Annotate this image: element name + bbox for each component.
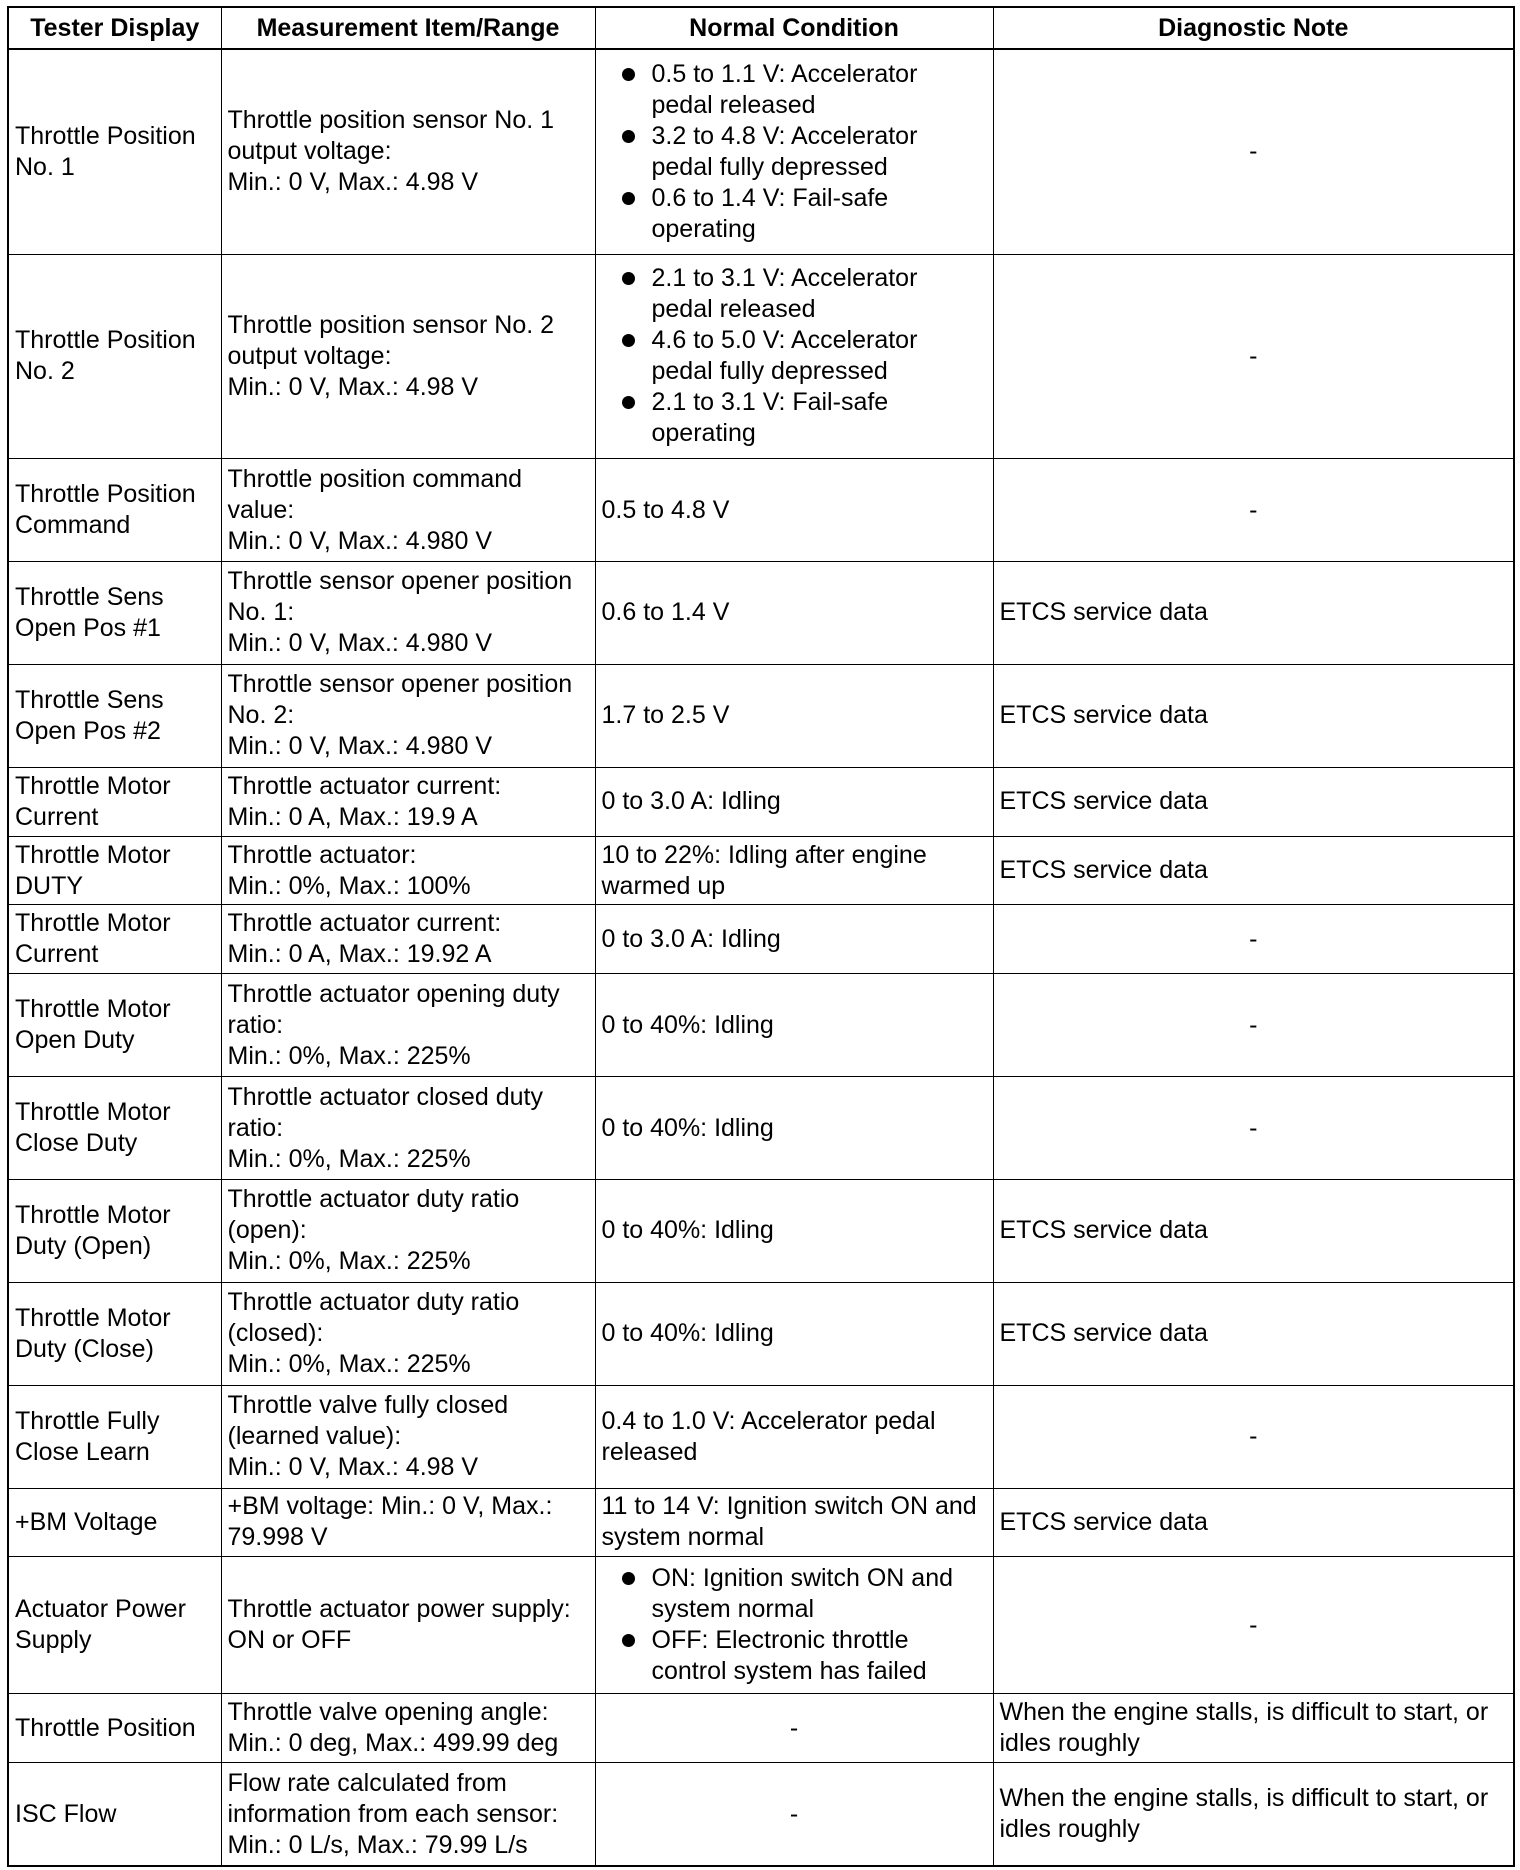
cell-line: Duty (Open): [15, 1231, 152, 1260]
cell-line: Current: [15, 802, 99, 831]
cell-measurement-item: [221, 664, 595, 767]
cell-normal-condition: [595, 562, 993, 665]
condition-bullet-list: [602, 59, 987, 245]
cell-normal-condition: [595, 459, 993, 562]
cell-line: Min.: 0%, Max.: 225%: [227, 1350, 471, 1379]
cell-line: ON or OFF: [227, 1626, 352, 1655]
cell-line: Command: [15, 511, 131, 540]
cell-line: Throttle actuator current:: [227, 909, 502, 938]
cell-line: (closed):: [227, 1319, 324, 1348]
cell-measurement-item: [221, 1385, 595, 1488]
cell-line: Throttle Motor: [15, 1098, 171, 1127]
cell-line: ETCS service data: [999, 701, 1208, 730]
table-row: [8, 767, 1514, 836]
cell-line: 3.2 to 4.8 V: Accelerator: [651, 121, 918, 150]
table-row: [8, 836, 1514, 905]
cell-line: Min.: 0 V, Max.: 4.980 V: [227, 526, 492, 555]
cell-line: 0 to 40%: Idling: [601, 1319, 774, 1348]
condition-bullet-list: [602, 1563, 987, 1687]
cell-line: operating: [651, 214, 756, 243]
cell-normal-condition: [595, 1282, 993, 1385]
cell-normal-condition: [595, 664, 993, 767]
cell-measurement-item: [221, 562, 595, 665]
cell-line: Throttle Motor: [15, 1200, 171, 1229]
cell-diagnostic-note: [993, 974, 1514, 1077]
header-tester-display: Tester Display: [8, 7, 221, 49]
cell-measurement-item: [221, 767, 595, 836]
cell-tester-display: [8, 459, 221, 562]
cell-line: Throttle Motor: [15, 1303, 171, 1332]
cell-normal-condition: [595, 1763, 993, 1866]
cell-measurement-item: [221, 49, 595, 254]
cell-diagnostic-note: [993, 1385, 1514, 1488]
cell-line: 4.6 to 5.0 V: Accelerator: [651, 326, 918, 355]
cell-line: Throttle sensor opener position: [227, 567, 573, 596]
condition-bullet-item: [622, 1625, 987, 1687]
cell-measurement-item: [221, 254, 595, 459]
cell-diagnostic-note: [993, 254, 1514, 459]
cell-line: 0.4 to 1.0 V: Accelerator pedal: [601, 1406, 936, 1435]
cell-line: 0.6 to 1.4 V: Fail-safe: [651, 183, 889, 212]
condition-bullet-item: [622, 121, 987, 183]
cell-line: OFF: Electronic throttle: [651, 1626, 909, 1655]
cell-line: (open):: [227, 1216, 307, 1245]
table-row: [8, 1282, 1514, 1385]
cell-line: 0.5 to 4.8 V: [601, 495, 730, 524]
cell-line: 0 to 40%: Idling: [601, 1113, 774, 1142]
table-row: [8, 1180, 1514, 1283]
cell-line: -: [789, 1713, 799, 1742]
cell-line: -: [1249, 137, 1258, 166]
cell-line: Min.: 0 V, Max.: 4.98 V: [227, 168, 479, 197]
cell-line: 2.1 to 3.1 V: Accelerator: [651, 264, 918, 293]
cell-line: ETCS service data: [999, 856, 1208, 885]
cell-line: 0.5 to 1.1 V: Accelerator: [651, 59, 918, 88]
cell-line: No. 2: [15, 357, 75, 386]
cell-line: pedal fully depressed: [651, 357, 888, 386]
cell-line: Open Duty: [15, 1026, 135, 1055]
table-row: [8, 1694, 1514, 1763]
cell-line: -: [1249, 1422, 1258, 1451]
cell-line: operating: [651, 419, 756, 448]
cell-line: Throttle actuator duty ratio: [227, 1185, 520, 1214]
cell-line: Throttle Position: [15, 121, 196, 150]
cell-line: Throttle Motor: [15, 840, 171, 869]
cell-line: -: [1249, 1010, 1258, 1039]
cell-tester-display: [8, 49, 221, 254]
cell-line: Min.: 0 V, Max.: 4.98 V: [227, 372, 479, 401]
cell-tester-display: [8, 1557, 221, 1694]
cell-line: Min.: 0%, Max.: 225%: [227, 1247, 471, 1276]
cell-line: Throttle Sens: [15, 582, 164, 611]
table-row: [8, 254, 1514, 459]
cell-line: idles roughly: [999, 1729, 1140, 1758]
cell-measurement-item: [221, 1077, 595, 1180]
cell-tester-display: [8, 905, 221, 974]
cell-tester-display: [8, 1282, 221, 1385]
cell-normal-condition: [595, 254, 993, 459]
cell-line: Throttle actuator duty ratio: [227, 1288, 520, 1317]
cell-line: information from each sensor:: [227, 1799, 559, 1828]
cell-line: Throttle position command: [227, 464, 523, 493]
cell-line: Throttle Motor: [15, 771, 171, 800]
cell-diagnostic-note: [993, 459, 1514, 562]
cell-line: released: [601, 1437, 698, 1466]
cell-line: ISC Flow: [15, 1799, 117, 1828]
cell-line: 2.1 to 3.1 V: Fail-safe: [651, 388, 889, 417]
cell-line: Close Learn: [15, 1437, 150, 1466]
cell-normal-condition: [595, 905, 993, 974]
cell-diagnostic-note: [993, 1180, 1514, 1283]
cell-line: 79.998 V: [227, 1523, 328, 1552]
cell-line: ETCS service data: [999, 1319, 1208, 1348]
cell-normal-condition: [595, 836, 993, 905]
condition-bullet-item: [622, 183, 987, 245]
cell-measurement-item: [221, 1763, 595, 1866]
cell-measurement-item: [221, 459, 595, 562]
cell-line: Throttle actuator power supply:: [227, 1595, 571, 1624]
cell-line: Min.: 0 deg, Max.: 499.99 deg: [227, 1729, 559, 1758]
cell-line: Open Pos #2: [15, 716, 161, 745]
cell-line: Flow rate calculated from: [227, 1768, 507, 1797]
table-row: [8, 1488, 1514, 1557]
header-row: [8, 7, 1514, 49]
cell-line: Actuator Power: [15, 1595, 186, 1624]
cell-diagnostic-note: [993, 905, 1514, 974]
cell-tester-display: [8, 1385, 221, 1488]
cell-line: Throttle actuator current:: [227, 771, 502, 800]
cell-diagnostic-note: [993, 562, 1514, 665]
cell-line: Min.: 0%, Max.: 225%: [227, 1041, 471, 1070]
cell-line: Throttle Sens: [15, 685, 164, 714]
cell-line: Current: [15, 940, 99, 969]
cell-line: Throttle Position: [15, 480, 196, 509]
cell-diagnostic-note: [993, 664, 1514, 767]
table-row: [8, 974, 1514, 1077]
cell-diagnostic-note: [993, 49, 1514, 254]
cell-line: Open Pos #1: [15, 613, 161, 642]
cell-line: Throttle position sensor No. 2: [227, 310, 555, 339]
cell-line: Duty (Close): [15, 1334, 154, 1363]
cell-line: ON: Ignition switch ON and: [651, 1564, 954, 1593]
cell-diagnostic-note: [993, 1488, 1514, 1557]
cell-diagnostic-note: [993, 1077, 1514, 1180]
cell-line: -: [1249, 341, 1258, 370]
cell-tester-display: [8, 836, 221, 905]
cell-diagnostic-note: [993, 1557, 1514, 1694]
cell-line: 1.7 to 2.5 V: [601, 701, 730, 730]
cell-line: +BM Voltage: [15, 1507, 158, 1536]
cell-line: +BM voltage: Min.: 0 V, Max.:: [227, 1492, 553, 1521]
cell-tester-display: [8, 1694, 221, 1763]
cell-line: -: [1249, 1113, 1258, 1142]
cell-line: Min.: 0 A, Max.: 19.92 A: [227, 940, 492, 969]
table-row: [8, 1077, 1514, 1180]
cell-line: 0.6 to 1.4 V: [601, 598, 730, 627]
cell-line: 0 to 40%: Idling: [601, 1216, 774, 1245]
cell-normal-condition: [595, 1488, 993, 1557]
cell-normal-condition: [595, 1077, 993, 1180]
cell-line: Throttle position sensor No. 1: [227, 106, 555, 135]
cell-diagnostic-note: [993, 1763, 1514, 1866]
cell-line: ratio:: [227, 1010, 284, 1039]
cell-line: Min.: 0 V, Max.: 4.98 V: [227, 1453, 479, 1482]
cell-line: ETCS service data: [999, 787, 1208, 816]
cell-measurement-item: [221, 905, 595, 974]
cell-line: ratio:: [227, 1113, 284, 1142]
cell-measurement-item: [221, 1180, 595, 1283]
cell-tester-display: [8, 562, 221, 665]
cell-line: 0 to 40%: Idling: [601, 1010, 774, 1039]
header-diagnostic-note: Diagnostic Note: [993, 7, 1514, 49]
cell-line: pedal released: [651, 90, 816, 119]
cell-line: Throttle Motor: [15, 909, 171, 938]
cell-tester-display: [8, 767, 221, 836]
cell-normal-condition: [595, 974, 993, 1077]
cell-line: Throttle Position: [15, 326, 196, 355]
cell-line: DUTY: [15, 871, 84, 900]
cell-line: 11 to 14 V: Ignition switch ON and: [601, 1492, 977, 1521]
cell-normal-condition: [595, 767, 993, 836]
cell-line: Throttle actuator opening duty: [227, 979, 560, 1008]
cell-line: Throttle sensor opener position: [227, 670, 573, 699]
cell-tester-display: [8, 974, 221, 1077]
cell-line: No. 1:: [227, 598, 295, 627]
cell-diagnostic-note: [993, 836, 1514, 905]
cell-line: system normal: [601, 1523, 765, 1552]
cell-line: Supply: [15, 1626, 92, 1655]
condition-bullet-item: [622, 1563, 987, 1625]
cell-line: idles roughly: [999, 1815, 1140, 1844]
cell-line: -: [789, 1799, 799, 1828]
cell-line: Min.: 0 V, Max.: 4.980 V: [227, 732, 492, 761]
cell-line: Min.: 0 A, Max.: 19.9 A: [227, 802, 478, 831]
cell-normal-condition: [595, 1557, 993, 1694]
cell-line: Close Duty: [15, 1129, 138, 1158]
table-row: [8, 905, 1514, 974]
condition-bullet-item: [622, 325, 987, 387]
cell-tester-display: [8, 1077, 221, 1180]
cell-line: 0 to 3.0 A: Idling: [601, 924, 781, 953]
condition-bullet-item: [622, 59, 987, 121]
cell-diagnostic-note: [993, 1694, 1514, 1763]
cell-tester-display: [8, 1763, 221, 1866]
cell-measurement-item: [221, 1694, 595, 1763]
cell-measurement-item: [221, 1557, 595, 1694]
condition-bullet-item: [622, 263, 987, 325]
cell-tester-display: [8, 254, 221, 459]
cell-line: Min.: 0 V, Max.: 4.980 V: [227, 629, 492, 658]
cell-line: Min.: 0 L/s, Max.: 79.99 L/s: [227, 1830, 528, 1859]
cell-line: pedal released: [651, 295, 816, 324]
cell-line: -: [1249, 924, 1258, 953]
header-normal-condition: Normal Condition: [595, 7, 993, 49]
cell-line: ETCS service data: [999, 598, 1208, 627]
cell-line: ETCS service data: [999, 1507, 1208, 1536]
cell-line: Min.: 0%, Max.: 225%: [227, 1144, 471, 1173]
cell-line: 10 to 22%: Idling after engine: [601, 840, 927, 869]
condition-bullet-list: [602, 263, 987, 449]
cell-normal-condition: [595, 1694, 993, 1763]
cell-measurement-item: [221, 974, 595, 1077]
cell-line: When the engine stalls, is difficult to start, or: [999, 1784, 1489, 1813]
cell-line: -: [1249, 495, 1258, 524]
cell-line: value:: [227, 495, 295, 524]
cell-line: Throttle Motor: [15, 995, 171, 1024]
cell-line: ETCS service data: [999, 1216, 1208, 1245]
cell-measurement-item: [221, 836, 595, 905]
cell-line: No. 1: [15, 152, 75, 181]
table-row: [8, 459, 1514, 562]
table-row: [8, 1385, 1514, 1488]
cell-line: control system has failed: [651, 1657, 927, 1686]
table-body: [8, 49, 1514, 1866]
cell-tester-display: [8, 1180, 221, 1283]
cell-normal-condition: [595, 1385, 993, 1488]
cell-measurement-item: [221, 1488, 595, 1557]
cell-line: Throttle Fully: [15, 1406, 160, 1435]
cell-line: system normal: [651, 1595, 815, 1624]
cell-normal-condition: [595, 49, 993, 254]
cell-measurement-item: [221, 1282, 595, 1385]
cell-diagnostic-note: [993, 1282, 1514, 1385]
table-row: [8, 1557, 1514, 1694]
table-row: [8, 1763, 1514, 1866]
cell-tester-display: [8, 1488, 221, 1557]
data-table: [7, 6, 1515, 1867]
cell-line: Throttle actuator closed duty: [227, 1082, 543, 1111]
cell-line: When the engine stalls, is difficult to start, or: [999, 1698, 1489, 1727]
cell-line: output voltage:: [227, 137, 392, 166]
cell-line: pedal fully depressed: [651, 152, 888, 181]
cell-normal-condition: [595, 1180, 993, 1283]
cell-line: Throttle valve fully closed: [227, 1391, 509, 1420]
cell-diagnostic-note: [993, 767, 1514, 836]
cell-line: -: [1249, 1610, 1258, 1639]
cell-line: Min.: 0%, Max.: 100%: [227, 871, 471, 900]
cell-line: Throttle Position: [15, 1713, 196, 1742]
cell-line: warmed up: [601, 871, 726, 900]
cell-line: Throttle actuator:: [227, 840, 417, 869]
table-row: [8, 664, 1514, 767]
cell-line: (learned value):: [227, 1422, 402, 1451]
cell-tester-display: [8, 664, 221, 767]
cell-line: output voltage:: [227, 341, 392, 370]
table-row: [8, 49, 1514, 254]
condition-bullet-item: [622, 387, 987, 449]
header-measurement-item: Measurement Item/Range: [221, 7, 595, 49]
cell-line: Throttle valve opening angle:: [227, 1698, 549, 1727]
cell-line: 0 to 3.0 A: Idling: [601, 787, 781, 816]
table-row: [8, 562, 1514, 665]
cell-line: No. 2:: [227, 701, 295, 730]
